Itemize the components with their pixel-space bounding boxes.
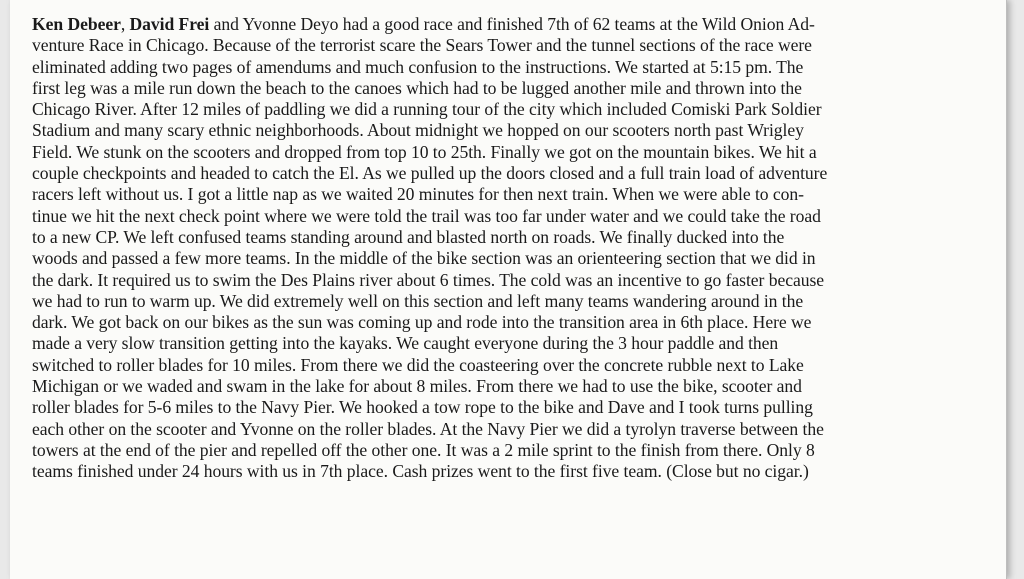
text-run: first leg was a mile run down the beach to the canoes which had to be lugged another mile and thrown into the xyxy=(32,77,802,98)
text-line xyxy=(32,57,994,78)
text-line xyxy=(32,376,994,397)
text-run: Stadium and many scary ethnic neighborhoods. About midnight we hopped on our scooters north past Wrigley xyxy=(32,120,804,141)
text-line xyxy=(32,270,994,291)
text-line xyxy=(32,206,994,227)
text-run: we had to run to warm up. We did extremely well on this section and left many teams wandering around in the xyxy=(32,290,804,311)
text-run: teams finished under 24 hours with us in 7th place. Cash prizes went to the first five team. (Close but no cigar.) xyxy=(32,461,809,482)
text-run: couple checkpoints and headed to catch the El. As we pulled up the doors closed and a full train load of adventure xyxy=(32,163,828,184)
text-line xyxy=(32,440,994,461)
text-run: towers at the end of the pier and repelled off the other one. It was a 2 mile sprint to the finish from there. Only 8 xyxy=(32,439,815,460)
text-run: Field. We stunk on the scooters and dropped from top 10 to 25th. Finally we got on the mountain bikes. We hit a xyxy=(32,141,817,162)
text-line xyxy=(32,248,994,269)
text-run: dark. We got back on our bikes as the sun was coming up and rode into the transition area in 6th place. Here we xyxy=(32,312,812,333)
text-line xyxy=(32,14,994,35)
text-line xyxy=(32,78,994,99)
racer-name: David Frei xyxy=(129,14,210,34)
text-line xyxy=(32,419,994,440)
text-run: venture Race in Chicago. Because of the terrorist scare the Sears Tower and the tunnel sections of the race were xyxy=(32,35,812,56)
text-run: each other on the scooter and Yvonne on the roller blades. At the Navy Pier we did a tyrolyn traverse between the xyxy=(32,418,824,439)
text-run: eliminated adding two pages of amendums and much confusion to the instructions. We started at 5:15 pm. The xyxy=(32,56,804,77)
text-run: and Yvonne Deyo had a good race and finished 7th of 62 teams at the Wild Onion Ad- xyxy=(209,14,815,34)
race-report-article xyxy=(32,14,994,483)
text-line xyxy=(32,291,994,312)
racer-name: Ken Debeer xyxy=(32,14,121,34)
text-run: the dark. It required us to swim the Des Plains river about 6 times. The cold was an incentive to go faster because xyxy=(32,269,825,290)
text-run: roller blades for 5-6 miles to the Navy Pier. We hooked a tow rope to the bike and Dave and I took turns pulling xyxy=(32,397,813,418)
text-run: switched to roller blades for 10 miles. From there we did the coasteering over the concrete rubble next to Lake xyxy=(32,354,804,375)
text-run: to a new CP. We left confused teams standing around and blasted north on roads. We finally ducked into the xyxy=(32,226,785,247)
text-line xyxy=(32,184,994,205)
scanned-page xyxy=(10,0,1007,579)
text-run: woods and passed a few more teams. In the middle of the bike section was an orienteering section that we did in xyxy=(32,248,816,269)
text-line xyxy=(32,227,994,248)
text-run: , xyxy=(120,14,130,34)
text-run: tinue we hit the next check point where we were told the trail was too far under water and we could take the road xyxy=(32,205,821,226)
text-line xyxy=(32,35,994,56)
text-run: Michigan or we waded and swam in the lake for about 8 miles. From there we had to use the bike, scooter and xyxy=(32,376,802,397)
text-line xyxy=(32,99,994,120)
text-line xyxy=(32,163,994,184)
text-line xyxy=(32,312,994,333)
text-run: racers left without us. I got a little nap as we waited 20 minutes for then next train. When we were able to con- xyxy=(32,184,804,205)
text-line xyxy=(32,120,994,141)
text-line xyxy=(32,397,994,418)
text-line xyxy=(32,142,994,163)
text-run: made a very slow transition getting into the kayaks. We caught everyone during the 3 hour paddle and then xyxy=(32,333,779,354)
text-line xyxy=(32,461,994,482)
text-line xyxy=(32,355,994,376)
text-run: Chicago River. After 12 miles of paddling we did a running tour of the city which included Comiski Park Soldier xyxy=(32,99,822,120)
text-line xyxy=(32,333,994,354)
